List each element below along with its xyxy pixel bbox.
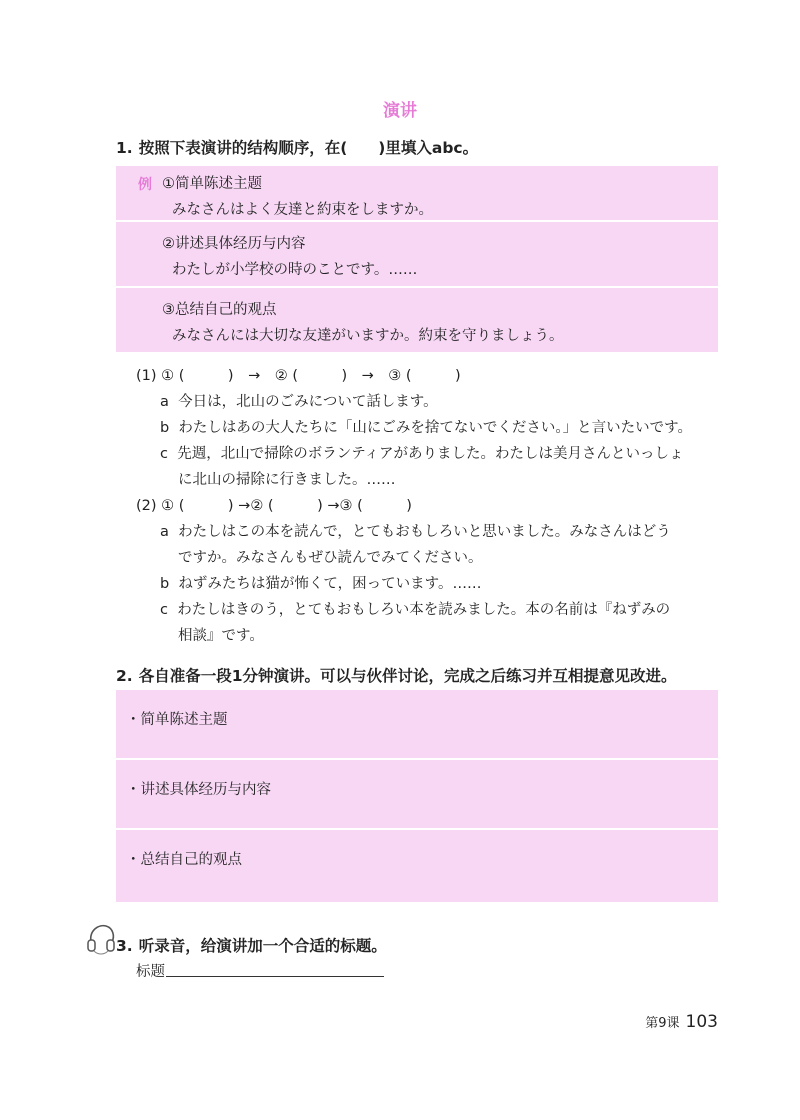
question-number: 2. bbox=[116, 667, 133, 685]
page-footer bbox=[645, 1012, 718, 1032]
option-b: b ねずみたちは猫が怖くて，困っています。…… bbox=[160, 576, 482, 592]
structure-row-1 bbox=[116, 166, 718, 222]
option-c: c 先週，北山で掃除のボランティアがありました。わたしは美月さんといっしょ bbox=[160, 446, 684, 462]
title-label: 标题 bbox=[136, 964, 165, 980]
writing-area-experience[interactable] bbox=[116, 760, 718, 830]
structure-row-heading: ②讲述具体经历与内容 bbox=[162, 236, 306, 252]
writing-area-conclusion[interactable] bbox=[116, 830, 718, 902]
option-b: b わたしはあの大人たちに「山にごみを捨てないでください。」と言いたいです。 bbox=[160, 420, 693, 436]
writing-area-label: ・讲述具体经历与内容 bbox=[126, 782, 271, 798]
structure-row-text: みなさんはよく友達と約束をしますか。 bbox=[172, 202, 433, 218]
writing-area-label: ・简单陈述主题 bbox=[126, 712, 228, 728]
part-2-order-blanks: (2) ① ( ) →② ( ) →③ ( ) bbox=[136, 498, 412, 514]
structure-row-text: わたしが小学校の時のことです。…… bbox=[172, 262, 418, 278]
option-a-continued: ですか。みなさんもぜひ読んでみてください。 bbox=[178, 550, 483, 566]
question-text: 听录音，给演讲加一个合适的标题。 bbox=[138, 937, 387, 955]
question-1-heading bbox=[116, 136, 478, 158]
question-2-heading bbox=[116, 664, 676, 686]
part-1-order-blanks: (1) ① ( ) → ② ( ) → ③ ( ) bbox=[136, 368, 461, 384]
structure-row-2 bbox=[116, 222, 718, 288]
structure-row-heading: ③总结自己的观点 bbox=[162, 302, 277, 318]
writing-area-label: ・总结自己的观点 bbox=[126, 852, 242, 868]
page-title: 演讲 bbox=[383, 101, 417, 121]
structure-row-text: みなさんには大切な友達がいますか。約束を守りましょう。 bbox=[172, 328, 564, 344]
option-a: a わたしはこの本を読んで，とてもおもしろいと思いました。みなさんはどう bbox=[160, 524, 671, 540]
example-mark: 例 bbox=[138, 177, 152, 193]
question-text: 按照下表演讲的结构顺序，在( )里填入abc。 bbox=[138, 139, 479, 157]
question-text: 各自准备一段1分钟演讲。可以与伙伴讨论，完成之后练习并互相提意见改进。 bbox=[138, 667, 677, 685]
option-c: c わたしはきのう，とてもおもしろい本を読みました。本の名前は『ねずみの bbox=[160, 602, 671, 618]
question-3-heading bbox=[116, 934, 387, 956]
question-number: 1. bbox=[116, 139, 133, 157]
title-answer-line[interactable] bbox=[166, 976, 384, 977]
lesson-label: 第9课 bbox=[645, 1016, 680, 1031]
speech-writing-box bbox=[116, 690, 718, 902]
page-number: 103 bbox=[685, 1012, 718, 1032]
structure-row-3 bbox=[116, 288, 718, 352]
writing-area-topic[interactable] bbox=[116, 690, 718, 760]
headphone-icon bbox=[86, 922, 116, 956]
structure-row-heading: ①简单陈述主题 bbox=[162, 176, 262, 192]
option-c-continued: に北山の掃除に行きました。…… bbox=[178, 472, 396, 488]
option-a: a 今日は，北山のごみについて話します。 bbox=[160, 394, 438, 410]
option-c-continued: 相談』です。 bbox=[178, 628, 264, 644]
question-number: 3. bbox=[116, 937, 133, 955]
example-structure-box bbox=[116, 166, 718, 352]
